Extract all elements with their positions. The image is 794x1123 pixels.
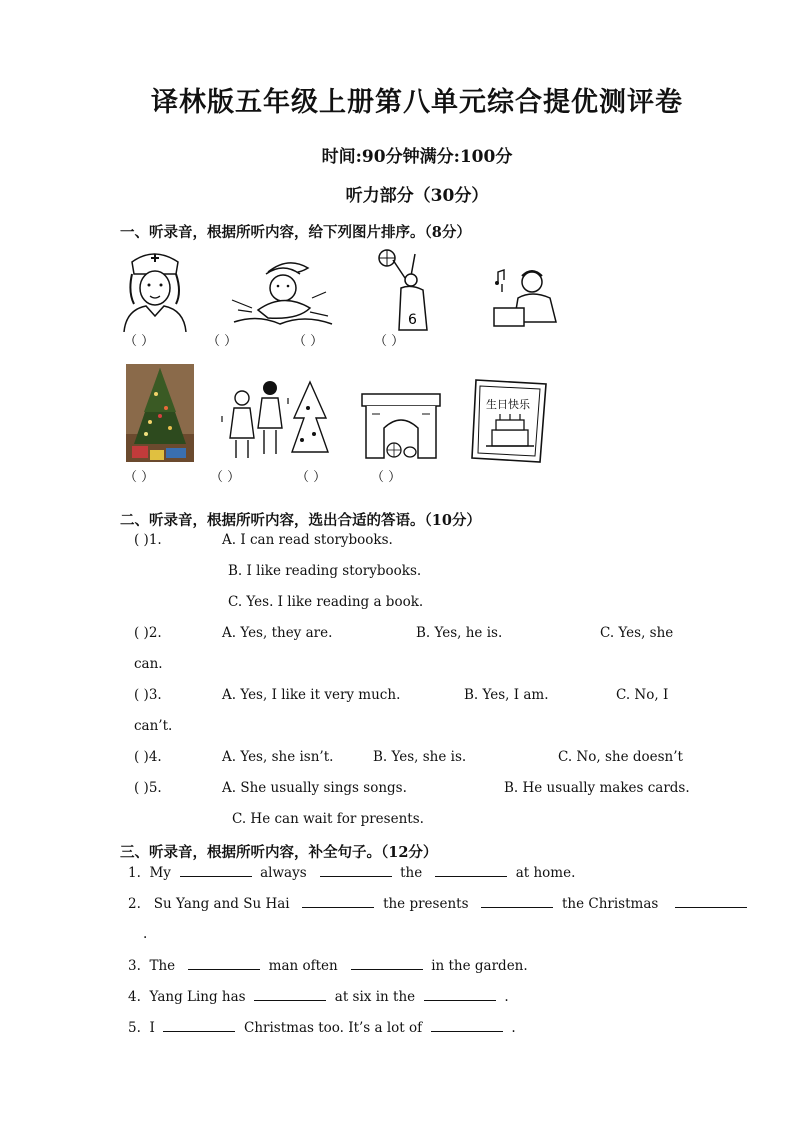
q3-option-c: C. No, I	[616, 687, 669, 703]
sentence3-blank2[interactable]	[351, 957, 423, 970]
q1-answer-paren[interactable]: ( )1.	[134, 532, 162, 548]
picture6-answer[interactable]: （ ）	[210, 470, 241, 485]
sentence1-blank2[interactable]	[320, 864, 392, 877]
q5-option-b: B. He usually makes cards.	[504, 780, 690, 796]
q1-option-c: C. Yes. I like reading a book.	[228, 594, 424, 610]
sentence-1: 1. My always the at home.	[128, 865, 576, 881]
q2-answer-paren[interactable]: ( )2.	[134, 625, 162, 641]
sentence-4: 4. Yang Ling has at six in the .	[128, 989, 509, 1005]
q3-answer-paren[interactable]: ( )3.	[134, 687, 162, 703]
q2-option-c-cont: can.	[134, 656, 163, 672]
section1-heading: 一、听录音，根据所听内容，给下列图片排序。（8分）	[120, 224, 471, 241]
girl-singing-picture	[484, 262, 564, 330]
sentence4-blank1[interactable]	[254, 988, 326, 1001]
birthday-card-picture	[470, 378, 550, 464]
q1-option-a: A. I can read storybooks.	[222, 532, 393, 548]
picture8-answer[interactable]: （ ）	[371, 470, 402, 485]
section3-heading: 三、听录音，根据所听内容，补全句子。（12分）	[120, 844, 438, 861]
basketball-player-picture	[375, 248, 439, 332]
section2-heading: 二、听录音，根据所听内容，选出合适的答语。（10分）	[120, 512, 481, 529]
birthday-card-text: 生日快乐	[486, 398, 530, 411]
q4-option-b: B. Yes, she is.	[373, 749, 467, 765]
sentence4-blank2[interactable]	[424, 988, 496, 1001]
q5-option-a: A. She usually sings songs.	[222, 780, 407, 796]
picture2-answer[interactable]: （ ）	[207, 334, 238, 349]
q2-option-b: B. Yes, he is.	[416, 625, 503, 641]
sentence2-blank1[interactable]	[302, 895, 374, 908]
sentence5-blank1[interactable]	[163, 1019, 235, 1032]
sentence-5: 5. I Christmas too. It’s a lot of .	[128, 1020, 516, 1036]
listening-part-title: 听力部分（30分）	[345, 186, 489, 206]
q3-option-b: B. Yes, I am.	[464, 687, 549, 703]
nurse-picture	[118, 248, 190, 332]
picture7-answer[interactable]: （ ）	[296, 470, 327, 485]
q4-option-a: A. Yes, she isn’t.	[222, 749, 334, 765]
q2-option-a: A. Yes, they are.	[222, 625, 333, 641]
sentence5-blank2[interactable]	[431, 1019, 503, 1032]
q2-option-c: C. Yes, she	[600, 625, 674, 641]
arch-gate-picture	[358, 392, 444, 462]
exam-info: 时间:90分钟满分:100分	[321, 147, 513, 167]
sentence2-blank2[interactable]	[481, 895, 553, 908]
picture3-answer[interactable]: （ ）	[293, 334, 324, 349]
sentence2-blank3[interactable]	[675, 895, 747, 908]
sentence-2-period: .	[143, 926, 148, 942]
children-dancing-tree-picture	[220, 378, 330, 462]
q3-option-c-cont: can’t.	[134, 718, 173, 734]
sentence-3: 3. The man often in the garden.	[128, 958, 528, 974]
q4-option-c: C. No, she doesn’t	[558, 749, 683, 765]
q4-answer-paren[interactable]: ( )4.	[134, 749, 162, 765]
sentence3-blank1[interactable]	[188, 957, 260, 970]
sentence-2: 2. Su Yang and Su Hai the presents the Christmas	[128, 895, 747, 912]
sentence1-blank1[interactable]	[180, 864, 252, 877]
q5-answer-paren[interactable]: ( )5.	[134, 780, 162, 796]
page-title: 译林版五年级上册第八单元综合提优测评卷	[151, 87, 683, 118]
q1-option-b: B. I like reading storybooks.	[228, 563, 422, 579]
svg-text:6: 6	[408, 312, 417, 328]
q3-option-a: A. Yes, I like it very much.	[222, 687, 401, 703]
picture5-answer[interactable]: （ ）	[124, 470, 155, 485]
picture4-answer[interactable]: （ ）	[374, 334, 405, 349]
q5-option-c: C. He can wait for presents.	[232, 811, 424, 827]
snowman-picture	[228, 252, 334, 332]
picture1-answer[interactable]: （ ）	[124, 334, 155, 349]
sentence1-blank3[interactable]	[435, 864, 507, 877]
christmas-tree-photo	[126, 364, 194, 462]
